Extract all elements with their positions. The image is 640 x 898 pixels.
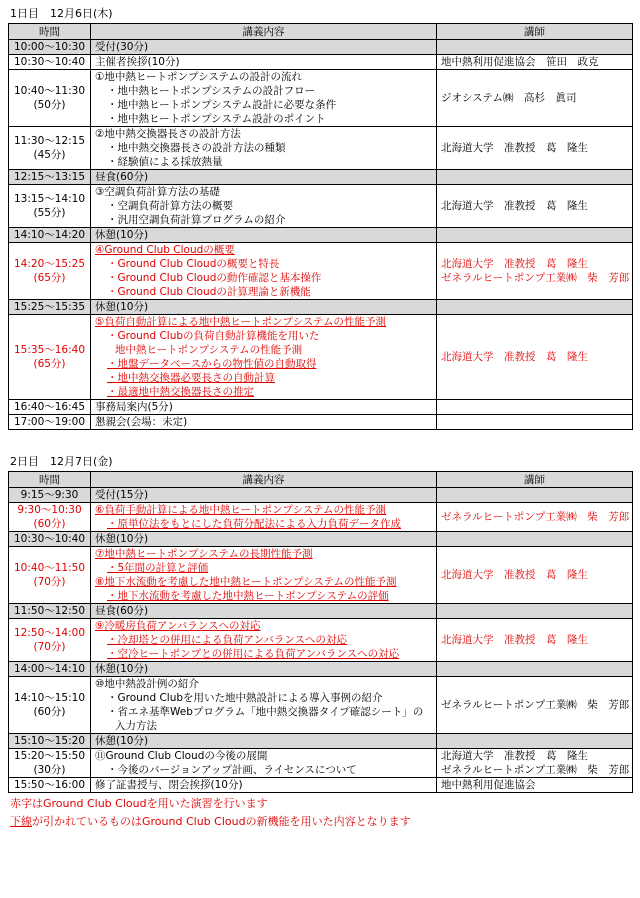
content-line xyxy=(95,547,432,561)
content-line xyxy=(95,112,432,126)
time-text: 15:20～15:50 xyxy=(13,750,86,762)
table-row xyxy=(9,127,633,170)
lecturer-cell xyxy=(437,55,633,70)
content-line xyxy=(95,778,432,792)
time-text: 10:30～10:40 xyxy=(13,533,86,545)
content-text: ・地下水流動を考慮した地中熱ヒートポンプシステムの評価 xyxy=(107,590,389,602)
time-text: 14:10～14:20 xyxy=(13,229,86,241)
content-text: ・省エネ基準Webプログラム「地中熱交換器タイプ確認シート」の xyxy=(107,706,424,718)
content-line xyxy=(95,517,432,531)
time-text: (70分) xyxy=(33,576,66,588)
lecturer-text: 地中熱利用促進協会 xyxy=(441,779,536,791)
content-line xyxy=(95,677,432,691)
content-line xyxy=(95,385,432,399)
day1-body xyxy=(9,40,633,430)
content-line xyxy=(95,503,432,517)
content-cell xyxy=(91,677,437,734)
content-line xyxy=(95,633,432,647)
lecturer-text: ジオシステム㈱ 高杉 眞司 xyxy=(441,92,577,104)
time-cell xyxy=(9,503,91,532)
table-row xyxy=(9,547,633,604)
time-cell xyxy=(9,532,91,547)
content-text: 事務局案内(5分) xyxy=(95,401,173,413)
content-text: 昼食(60分) xyxy=(95,605,149,617)
content-text: ⑦地中熱ヒートポンプシステムの長期性能予測 xyxy=(95,548,313,560)
content-text: ・地中熱交換器必要長さの自動計算 xyxy=(107,372,275,384)
content-text: ・Ground Club Cloudの動作確認と基本操作 xyxy=(107,272,322,284)
content-text: 受付(15分) xyxy=(95,489,149,501)
table-row xyxy=(9,55,633,70)
day2-header-row xyxy=(9,472,633,488)
table-row xyxy=(9,185,633,228)
table-row xyxy=(9,749,633,778)
content-text: ⑩地中熱設計例の紹介 xyxy=(95,678,199,690)
lecturer-text: 北海道大学 准教授 葛 隆生 xyxy=(441,258,588,270)
table-row xyxy=(9,400,633,415)
content-cell xyxy=(91,228,437,243)
lecturer-cell xyxy=(437,243,633,300)
time-text: (50分) xyxy=(33,99,66,111)
content-cell xyxy=(91,415,437,430)
content-text: ・地中熱交換器長さの設計方法の種類 xyxy=(107,142,286,154)
content-text: ・経験値による採放熱量 xyxy=(107,156,223,168)
lecturer-text: 北海道大学 准教授 葛 隆生 xyxy=(441,200,588,212)
content-cell xyxy=(91,400,437,415)
table-row xyxy=(9,228,633,243)
time-cell xyxy=(9,547,91,604)
content-line xyxy=(95,763,432,777)
time-cell xyxy=(9,677,91,734)
lecturer-cell xyxy=(437,70,633,127)
lecturer-cell xyxy=(437,228,633,243)
lecturer-text: ゼネラルヒートポンプ工業㈱ 柴 芳郎 xyxy=(441,511,630,523)
lecturer-text: 北海道大学 准教授 葛 隆生 xyxy=(441,569,588,581)
time-text: 15:10～15:20 xyxy=(13,735,86,747)
content-text: ・5年間の計算と評価 xyxy=(107,562,209,574)
content-line xyxy=(95,300,432,314)
time-cell xyxy=(9,778,91,793)
content-line xyxy=(95,271,432,285)
content-text: ・最適地中熱交換器長さの推定 xyxy=(107,386,254,398)
content-text: 昼食(60分) xyxy=(95,171,149,183)
table-row xyxy=(9,488,633,503)
table-row xyxy=(9,300,633,315)
time-text: (65分) xyxy=(33,358,66,370)
lecturer-cell xyxy=(437,40,633,55)
header-time: 時間 xyxy=(9,472,91,488)
content-text: 修了証書授与、閉会挨拶(10分) xyxy=(95,779,243,791)
content-text: 休憩(10分) xyxy=(95,301,149,313)
content-cell xyxy=(91,40,437,55)
time-text: 10:40～11:50 xyxy=(13,562,86,574)
table-row xyxy=(9,70,633,127)
content-line xyxy=(95,243,432,257)
time-text: (55分) xyxy=(33,207,66,219)
time-text: 14:00～14:10 xyxy=(13,663,86,675)
content-line xyxy=(95,647,432,661)
content-cell xyxy=(91,778,437,793)
content-cell xyxy=(91,243,437,300)
content-line xyxy=(95,127,432,141)
content-line xyxy=(95,719,432,733)
content-text: 受付(30分) xyxy=(95,41,149,53)
header-content: 講義内容 xyxy=(91,24,437,40)
time-text: (70分) xyxy=(33,641,66,653)
lecturer-cell xyxy=(437,532,633,547)
content-line xyxy=(95,285,432,299)
content-text: ・地中熱ヒートポンプシステム設計のポイント xyxy=(107,113,326,125)
content-text: ③空調負荷計算方法の基礎 xyxy=(95,186,220,198)
lecturer-text: 地中熱利用促進協会 笹田 政克 xyxy=(441,56,599,68)
lecturer-cell xyxy=(437,300,633,315)
time-cell xyxy=(9,749,91,778)
content-text: ②地中熱交換器長さの設計方法 xyxy=(95,128,241,140)
content-line xyxy=(95,155,432,169)
content-text: 休憩(10分) xyxy=(95,735,149,747)
content-cell xyxy=(91,70,437,127)
underline-note-rest: が引かれているものはGround Club Cloudの新機能を用いた内容となります xyxy=(32,815,411,828)
content-text: ⑨冷暖房負荷アンバランスへの対応 xyxy=(95,620,261,632)
time-cell xyxy=(9,243,91,300)
time-cell xyxy=(9,55,91,70)
lecturer-cell xyxy=(437,677,633,734)
lecturer-cell xyxy=(437,778,633,793)
content-line xyxy=(95,343,432,357)
content-line xyxy=(95,170,432,184)
day2-body xyxy=(9,488,633,793)
time-text: (60分) xyxy=(33,518,66,530)
time-text: 14:10～15:10 xyxy=(13,692,86,704)
time-cell xyxy=(9,40,91,55)
content-text: ・Ground Club Cloudの計算理論と新機能 xyxy=(107,286,311,298)
table-row xyxy=(9,778,633,793)
day2-title: 2日目 12月7日(金) xyxy=(10,455,113,468)
content-text: 懇親会(会場：未定) xyxy=(95,416,188,428)
lecturer-cell xyxy=(437,127,633,170)
content-line xyxy=(95,734,432,748)
content-text: ・今後のバージョンアップ計画、ライセンスについて xyxy=(107,764,357,776)
lecturer-text: 北海道大学 准教授 葛 隆生 xyxy=(441,142,588,154)
lecturer-text: ゼネラルヒートポンプ工業㈱ 柴 芳郎 xyxy=(441,699,630,711)
content-text: 入力方法 xyxy=(115,720,157,732)
table-row xyxy=(9,677,633,734)
time-text: 9:30～10:30 xyxy=(17,504,82,516)
time-text: 10:30～10:40 xyxy=(13,56,86,68)
table-row xyxy=(9,734,633,749)
time-text: (30分) xyxy=(33,764,66,776)
time-text: 12:15～13:15 xyxy=(13,171,86,183)
time-cell xyxy=(9,604,91,619)
content-text: ・Ground Clubの負荷自動計算機能を用いた xyxy=(107,330,320,342)
content-line xyxy=(95,604,432,618)
table-row xyxy=(9,40,633,55)
content-text: 休憩(10分) xyxy=(95,663,149,675)
lecturer-text: 北海道大学 准教授 葛 隆生 xyxy=(441,634,588,646)
content-text: ・空冷ヒートポンプとの併用による負荷アンバランスへの対応 xyxy=(107,648,400,660)
content-text: ⑥負荷手動計算による地中熱ヒートポンプシステムの性能予測 xyxy=(95,504,387,516)
table-row xyxy=(9,170,633,185)
day2-table xyxy=(8,471,633,793)
content-text: 休憩(10分) xyxy=(95,533,149,545)
underline-note-start: 下線 xyxy=(10,815,32,828)
time-text: (65分) xyxy=(33,272,66,284)
lecturer-cell xyxy=(437,749,633,778)
time-text: 15:25～15:35 xyxy=(13,301,86,313)
content-line xyxy=(95,141,432,155)
content-line xyxy=(95,705,432,719)
content-line xyxy=(95,749,432,763)
lecturer-text: ゼネラルヒートポンプ工業㈱ 柴 芳郎 xyxy=(441,272,630,284)
content-line xyxy=(95,400,432,414)
legend-notes xyxy=(10,795,632,831)
time-text: 12:50～14:00 xyxy=(13,627,86,639)
day1-table xyxy=(8,23,633,430)
content-line xyxy=(95,84,432,98)
time-cell xyxy=(9,619,91,662)
content-cell xyxy=(91,185,437,228)
content-line xyxy=(95,561,432,575)
content-line xyxy=(95,257,432,271)
content-line xyxy=(95,185,432,199)
time-text: 11:50～12:50 xyxy=(13,605,86,617)
content-line xyxy=(95,415,432,429)
content-line xyxy=(95,70,432,84)
content-cell xyxy=(91,662,437,677)
content-line xyxy=(95,98,432,112)
content-text: ①地中熱ヒートポンプシステムの設計の流れ xyxy=(95,71,303,83)
table-row xyxy=(9,619,633,662)
content-line xyxy=(95,532,432,546)
content-line xyxy=(95,55,432,69)
underline-note xyxy=(10,813,632,831)
lecturer-cell xyxy=(437,604,633,619)
time-cell xyxy=(9,415,91,430)
content-line xyxy=(95,619,432,633)
content-line xyxy=(95,228,432,242)
content-text: ・Ground Club Cloudの概要と特長 xyxy=(107,258,280,270)
time-cell xyxy=(9,170,91,185)
table-row xyxy=(9,315,633,400)
time-cell xyxy=(9,300,91,315)
table-row xyxy=(9,243,633,300)
lecturer-cell xyxy=(437,662,633,677)
content-line xyxy=(95,589,432,603)
time-text: 17:00～19:00 xyxy=(13,416,86,428)
content-cell xyxy=(91,734,437,749)
content-line xyxy=(95,488,432,502)
content-line xyxy=(95,371,432,385)
time-text: 10:40～11:30 xyxy=(13,85,86,97)
content-line xyxy=(95,199,432,213)
content-text: 主催者挨拶(10分) xyxy=(95,56,180,68)
lecturer-cell xyxy=(437,415,633,430)
time-text: 15:35～16:40 xyxy=(13,344,86,356)
content-text: ・地中熱ヒートポンプシステムの設計フロー xyxy=(107,85,316,97)
lecturer-cell xyxy=(437,734,633,749)
content-line xyxy=(95,40,432,54)
time-cell xyxy=(9,488,91,503)
lecturer-cell xyxy=(437,547,633,604)
content-text: ・Ground Clubを用いた地中熱設計による導入事例の紹介 xyxy=(107,692,383,704)
content-cell xyxy=(91,619,437,662)
time-cell xyxy=(9,315,91,400)
content-text: 休憩(10分) xyxy=(95,229,149,241)
lecturer-cell xyxy=(437,400,633,415)
content-text: ④Ground Club Cloudの概要 xyxy=(95,244,235,256)
content-cell xyxy=(91,127,437,170)
content-cell xyxy=(91,55,437,70)
table-row xyxy=(9,662,633,677)
content-text: ・地中熱ヒートポンプシステム設計に必要な条件 xyxy=(107,99,337,111)
content-text: ・冷却塔との併用による負荷アンバランスへの対応 xyxy=(107,634,348,646)
content-cell xyxy=(91,604,437,619)
content-text: 地中熱ヒートポンプシステムの性能予測 xyxy=(115,344,303,356)
lecturer-text: 北海道大学 准教授 葛 隆生 xyxy=(441,750,588,762)
content-text: ⑪Ground Club Cloudの今後の展開 xyxy=(95,750,268,762)
red-text-note: 赤字はGround Club Cloudを用いた演習を行います xyxy=(10,797,268,810)
content-line xyxy=(95,575,432,589)
day1-title: 1日目 12月6日(木) xyxy=(10,7,113,20)
day1-header-row xyxy=(9,24,633,40)
lecturer-cell xyxy=(437,488,633,503)
header-content: 講義内容 xyxy=(91,472,437,488)
content-cell xyxy=(91,170,437,185)
content-text: ・空調負荷計算方法の概要 xyxy=(107,200,233,212)
header-lecturer: 講師 xyxy=(437,472,633,488)
header-lecturer: 講師 xyxy=(437,24,633,40)
lecturer-cell xyxy=(437,503,633,532)
time-text: (60分) xyxy=(33,706,66,718)
lecturer-text: ゼネラルヒートポンプ工業㈱ 柴 芳郎 xyxy=(441,764,630,776)
content-line xyxy=(95,691,432,705)
time-text: 10:00～10:30 xyxy=(13,41,86,53)
time-text: 14:20～15:25 xyxy=(13,258,86,270)
content-cell xyxy=(91,300,437,315)
lecturer-cell xyxy=(437,619,633,662)
content-text: ⑤負荷自動計算による地中熱ヒートポンプシステムの性能予測 xyxy=(95,316,387,328)
time-cell xyxy=(9,228,91,243)
lecturer-cell xyxy=(437,185,633,228)
time-text: (45分) xyxy=(33,149,66,161)
time-cell xyxy=(9,734,91,749)
time-text: 9:15～9:30 xyxy=(20,489,79,501)
time-text: 11:30～12:15 xyxy=(13,135,86,147)
table-row xyxy=(9,503,633,532)
time-cell xyxy=(9,127,91,170)
content-line xyxy=(95,213,432,227)
content-cell xyxy=(91,315,437,400)
lecturer-text: 北海道大学 准教授 葛 隆生 xyxy=(441,351,588,363)
content-cell xyxy=(91,503,437,532)
table-row xyxy=(9,604,633,619)
time-cell xyxy=(9,400,91,415)
content-cell xyxy=(91,547,437,604)
time-cell xyxy=(9,70,91,127)
lecturer-cell xyxy=(437,315,633,400)
content-line xyxy=(95,662,432,676)
content-text: ・地盤データベースからの物性値の自動取得 xyxy=(107,358,317,370)
lecturer-cell xyxy=(437,170,633,185)
table-row xyxy=(9,532,633,547)
content-line xyxy=(95,357,432,371)
time-text: 16:40～16:45 xyxy=(13,401,86,413)
content-text: ・汎用空調負荷計算プログラムの紹介 xyxy=(107,214,286,226)
content-text: ・原単位法をもとにした負荷分配法による入力負荷データ作成 xyxy=(107,518,401,530)
table-row xyxy=(9,415,633,430)
header-time: 時間 xyxy=(9,24,91,40)
time-text: 15:50～16:00 xyxy=(13,779,86,791)
content-cell xyxy=(91,532,437,547)
time-text: 13:15～14:10 xyxy=(13,193,86,205)
content-line xyxy=(95,329,432,343)
content-cell xyxy=(91,488,437,503)
time-cell xyxy=(9,662,91,677)
content-line xyxy=(95,315,432,329)
time-cell xyxy=(9,185,91,228)
content-cell xyxy=(91,749,437,778)
content-text: ⑧地下水流動を考慮した地中熱ヒートポンプシステムの性能予測 xyxy=(95,576,397,588)
